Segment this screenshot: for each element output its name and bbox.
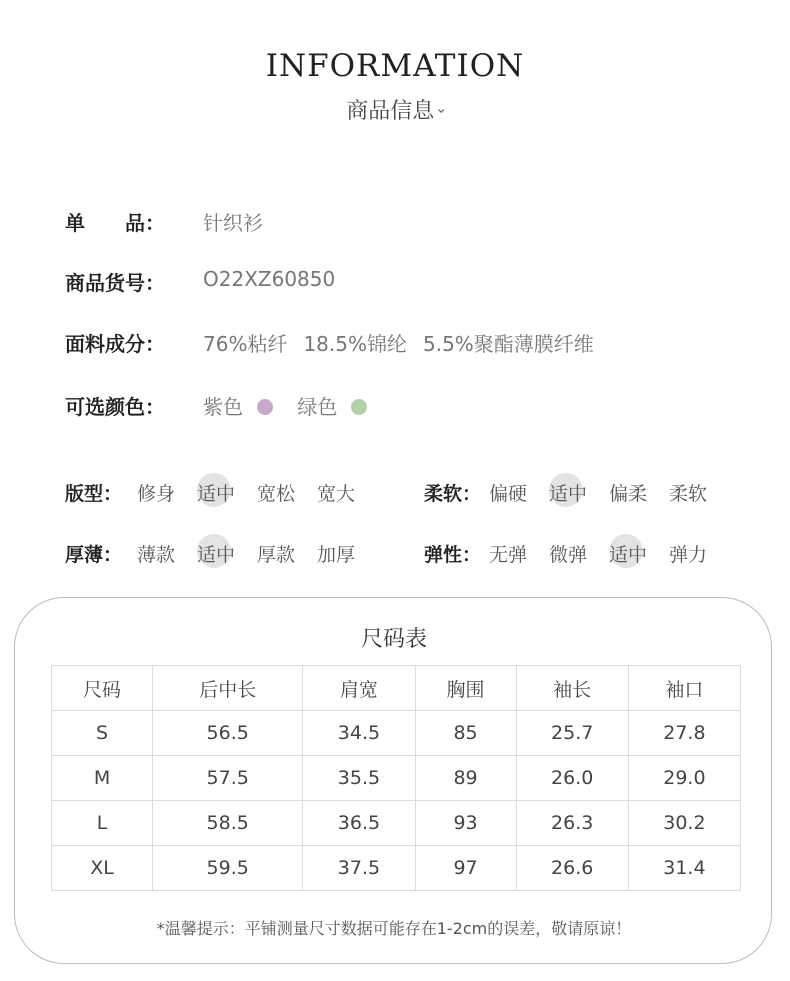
attr-option: 薄款 (137, 544, 176, 566)
attr-option: 加厚 (317, 544, 356, 566)
table-header-cell: 后中长 (153, 666, 303, 711)
sku-value: O22XZ60850 (203, 267, 336, 291)
fabric-part: 76%粘纤 (203, 332, 288, 356)
table-header-cell: 肩宽 (303, 666, 415, 711)
item-value: 针织衫 (203, 211, 263, 235)
chevron-down-icon: › (433, 108, 450, 114)
attr-option: 无弹 (489, 544, 528, 566)
table-cell: 97 (415, 846, 516, 891)
table-cell: L (52, 801, 153, 846)
table-row (52, 846, 741, 891)
attr-label: 版型： (65, 483, 123, 505)
colors-value (203, 391, 385, 420)
table-cell: 59.5 (153, 846, 303, 891)
attr-option: 适中 (197, 479, 235, 506)
fabric-part: 18.5%锦纶 (303, 332, 407, 356)
table-cell: 26.0 (516, 756, 628, 801)
table-cell: 29.0 (628, 756, 740, 801)
attr-option: 修身 (137, 483, 176, 505)
table-cell: 26.3 (516, 801, 628, 846)
attr-option: 微弹 (549, 544, 588, 566)
table-row (52, 711, 741, 756)
fabric-value (203, 328, 594, 357)
attr-option: 适中 (549, 479, 587, 506)
table-cell: 56.5 (153, 711, 303, 756)
table-cell: 35.5 (303, 756, 415, 801)
table-cell: 26.6 (516, 846, 628, 891)
color-name: 紫色 (203, 395, 243, 419)
attr-label: 弹性： (424, 544, 482, 566)
table-header-cell: 袖口 (628, 666, 740, 711)
table-cell: M (52, 756, 153, 801)
measurement-note: *温馨提示：平铺测量尺寸数据可能存在1-2cm的误差，敬请原谅！ (156, 919, 632, 938)
attr-label: 厚薄： (65, 544, 123, 566)
table-cell: 30.2 (628, 801, 740, 846)
table-header-cell: 尺码 (52, 666, 153, 711)
item-label: 单 品： (65, 211, 165, 235)
size-table (51, 665, 741, 891)
table-cell: 85 (415, 711, 516, 756)
colors-label: 可选颜色： (65, 395, 165, 419)
table-cell: 31.4 (628, 846, 740, 891)
table-header-row (52, 666, 741, 711)
size-chart-title: 尺码表 (360, 627, 427, 652)
attr-option: 弹力 (669, 544, 708, 566)
attr-option: 厚款 (257, 544, 296, 566)
attr-option: 柔软 (669, 483, 708, 505)
attr-option: 偏柔 (609, 483, 648, 505)
subtitle-text: 商品信息 (346, 99, 435, 124)
color-swatch (257, 399, 273, 415)
attr-option: 适中 (609, 540, 647, 567)
table-cell: S (52, 711, 153, 756)
table-cell: 37.5 (303, 846, 415, 891)
color-name: 绿色 (297, 395, 338, 419)
fabric-label: 面料成分： (65, 332, 165, 356)
table-cell: 93 (415, 801, 516, 846)
table-cell: 89 (415, 756, 516, 801)
color-swatch (351, 399, 367, 415)
table-row (52, 801, 741, 846)
table-cell: XL (52, 846, 153, 891)
sku-label: 商品货号： (65, 271, 165, 295)
color-option-purple (203, 391, 273, 420)
attr-option: 宽松 (257, 483, 296, 505)
table-row (52, 756, 741, 801)
table-header-cell: 袖长 (516, 666, 628, 711)
fabric-part: 5.5%聚酯薄膜纤维 (423, 332, 594, 356)
color-option-green (297, 391, 367, 420)
table-cell: 58.5 (153, 801, 303, 846)
attr-option: 偏硬 (489, 483, 528, 505)
table-cell: 25.7 (516, 711, 628, 756)
attr-option: 宽大 (317, 483, 356, 505)
attr-label: 柔软： (424, 483, 482, 505)
page-title: INFORMATION (265, 48, 525, 84)
table-header-cell: 胸围 (415, 666, 516, 711)
size-chart-card (14, 597, 772, 964)
table-cell: 34.5 (303, 711, 415, 756)
table-cell: 57.5 (153, 756, 303, 801)
table-cell: 36.5 (303, 801, 415, 846)
table-cell: 27.8 (628, 711, 740, 756)
page-subtitle (0, 94, 790, 125)
attr-option: 适中 (197, 540, 235, 567)
